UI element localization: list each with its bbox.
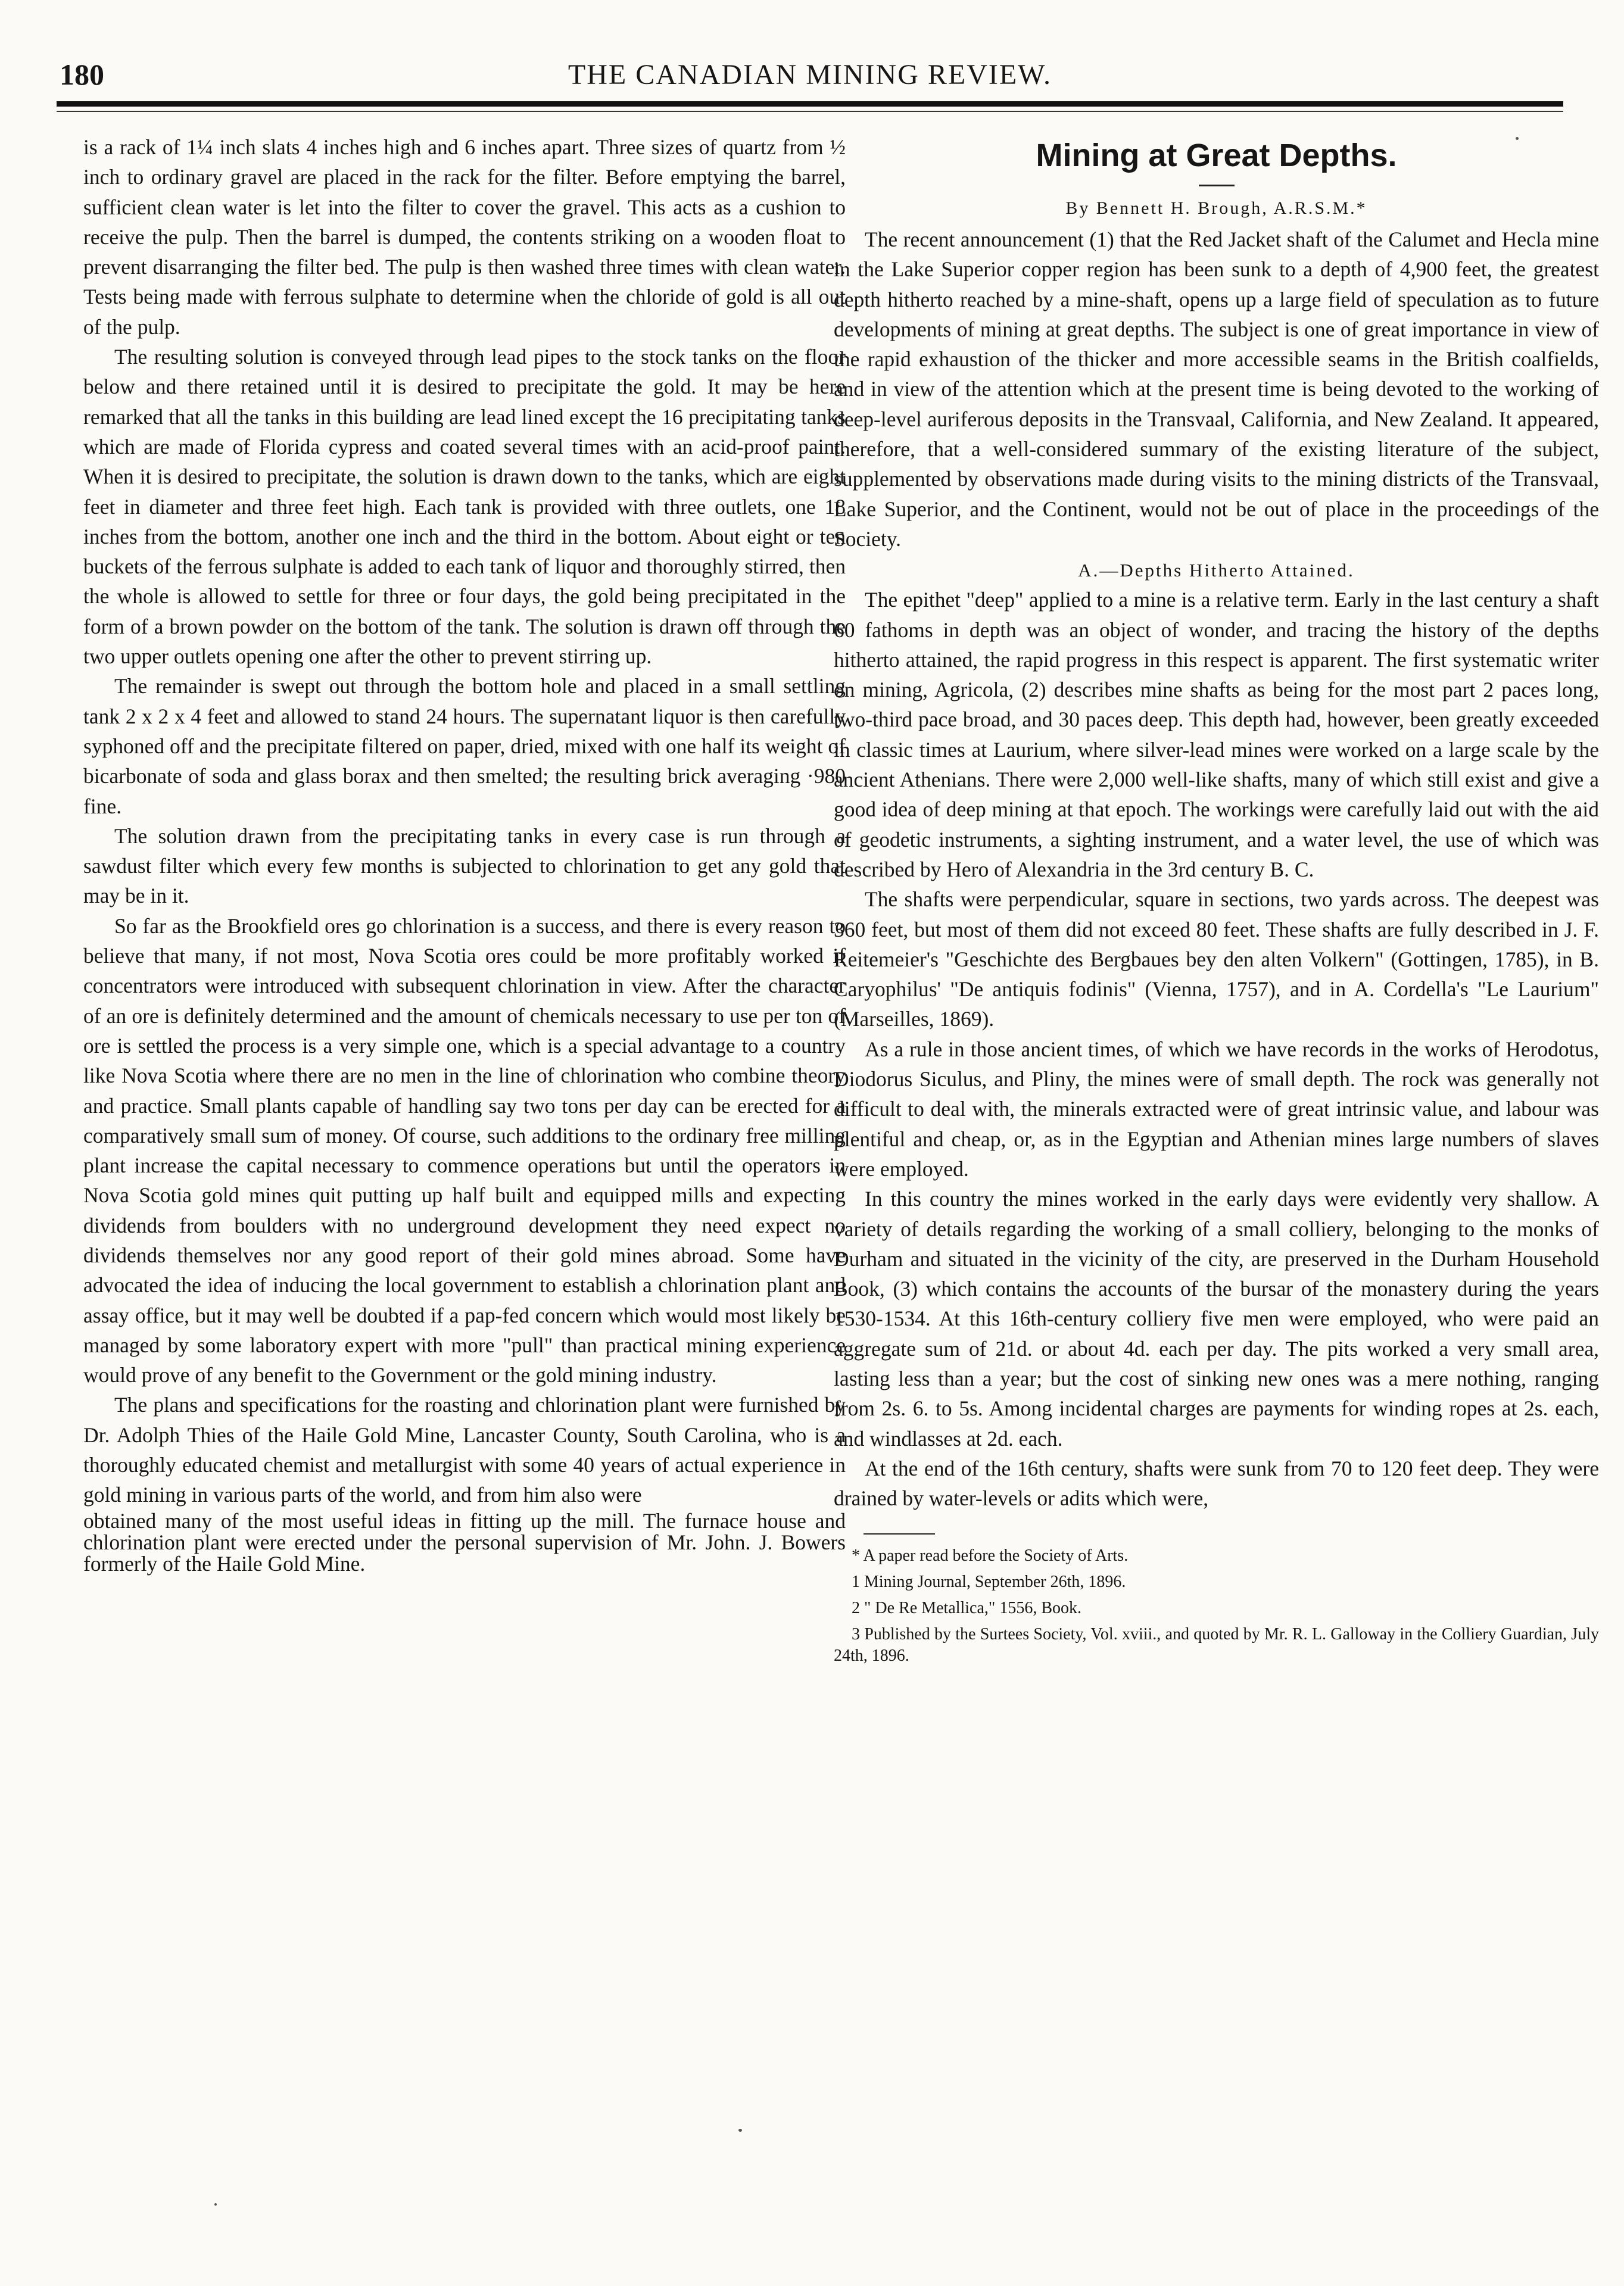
- paragraph: The solution drawn from the precipitating tanks in every case is run through a sawdust filter which every few months is subjected to chlorination to get any gold that may be in it.: [83, 824, 846, 908]
- paragraph-continued: obtained many of the most useful ideas in fitting up the mill. The furnace house and chlorination plant were erected under the personal supervision of Mr. John. J. Bowers formerly of the Haile Gold Mine.: [83, 1508, 846, 1576]
- header-rule: [57, 101, 1563, 107]
- paragraph: The shafts were perpendicular, square in sections, two yards across. The deepest was 360 feet, but most of them did not exceed 80 feet. These shafts are fully described in J. F. Reitemeier's "Geschichte des Bergbaues bey den alten Volkern" (Gottingen, 1785), in B. Caryophilus' "De antiquis fodinis" (Vienna, 1757), and in A. Cordella's "Le Laurium" (Marseilles, 1869).: [834, 887, 1599, 1031]
- footnote: 2 " De Re Metallica," 1556, Book.: [852, 1599, 1082, 1618]
- paper-speck: [1516, 137, 1519, 140]
- paragraph: So far as the Brookfield ores go chlorination is a success, and there is every reason to believe that many, if not most, Nova Scotia ores could be more profitably worked if concentrators were introduced with subsequent chlorination in view. After the character of an ore is definitely determined and the amount of chemicals necessary to use per ton of ore is settled the process is a very simple one, which is a special advantage to a country like Nova Scotia where there are no men in the line of chlorination who combine theory and practice. Small plants capable of handling say two tons per day can be erected for a comparatively small sum of money. Of course, such additions to the ordinary free milling plant increase the capital necessary to commence operations but until the operators in Nova Scotia gold mines quit putting up half built and equipped mills and expecting dividends from boulders with no underground development they need expect no dividends themselves nor any good report of their gold mines abroad. Some have advocated the idea of inducing the local government to establish a chlorination plant and assay office, but it may well be doubted if a pap-fed concern which would most likely be managed by some laboratory expert with more "pull" than practical mining experience would prove of any benefit to the Government or the gold mining industry.: [83, 913, 846, 1387]
- paragraph: The remainder is swept out through the bottom hole and placed in a small settling tank 2 x 2 x 4 feet and allowed to stand 24 hours. The supernatant liquor is then carefully syphoned off and the precipitate filtered on paper, dried, mixed with one half its weight of bicarbonate of soda and glass borax and then smelted; the resulting brick averaging ·980 fine.: [83, 674, 846, 818]
- header-rule-thin: [57, 111, 1563, 112]
- paragraph: is a rack of 1¼ inch slats 4 inches high and 6 inches apart. Three sizes of quartz from ½ inch to ordinary gravel are placed in the rack for the filter. Before emptying the barrel, sufficient clean water is let into the filter to cover the gravel. This acts as a cushion to receive the pulp. Then the barrel is dumped, the contents striking on a wooden float to prevent disarranging the filter bed. The pulp is then washed three times with clean water. Tests being made with ferrous sulphate to determine when the chloride of gold is all out of the pulp.: [83, 135, 846, 339]
- running-title: THE CANADIAN MINING REVIEW.: [568, 59, 1052, 91]
- footnotes: [834, 1545, 1599, 1667]
- paragraph: In this country the mines worked in the early days were evidently very shallow. A variety of details regarding the working of a small colliery, belonging to the monks of Durham and situated in the vicinity of the city, are preserved in the Durham Household Book, (3) which contains the accounts of the bursar of the monastery during the years 1530-1534. At this 16th-century colliery five men were employed, who were paid an aggregate sum of 21d. or about 4d. each per day. The pits worked a very small area, lasting less than a year; but the cost of sinking new ones was a mere nothing, ranging from 2s. 6. to 5s. Among incidental charges are payments for winding ropes at 2s. each, and windlasses at 2d. each.: [834, 1187, 1599, 1451]
- page-number: 180: [60, 58, 104, 91]
- footnote: 3 Published by the Surtees Society, Vol. xviii., and quoted by Mr. R. L. Galloway in the Colliery Guardian, July 24th, 1896.: [834, 1625, 1599, 1666]
- right-column: [834, 132, 1599, 1671]
- paragraph: The epithet "deep" applied to a mine is a relative term. Early in the last century a shaft 60 fathoms in depth was an object of wonder, and tracing the history of the depths hitherto attained, the rapid progress in this respect is apparent. The first systematic writer on mining, Agricola, (2) describes mine shafts as being for the most part 2 paces long, two-third pace broad, and 30 paces deep. This depth had, however, been greatly exceeded in classic times at Laurium, where silver-lead mines were worked on a large scale by the ancient Athenians. There were 2,000 well-like shafts, many of which still exist and give a good idea of deep mining at that epoch. The workings were carefully laid out with the aid of geodetic instruments, a sighting instrument, and a water level, the use of which was described by Hero of Alexandria in the 3rd century B. C.: [834, 588, 1599, 881]
- footnote: * A paper read before the Society of Arts.: [852, 1546, 1129, 1565]
- paragraph: The resulting solution is conveyed through lead pipes to the stock tanks on the floor below and there retained until it is desired to precipitate the gold. It may be here remarked that all the tanks in this building are lead lined except the 16 precipitating tanks which are made of Florida cypress and coated several times with an acid-proof paint. When it is desired to precipitate, the solution is drawn down to the tanks, which are eight feet in diameter and three feet high. Each tank is provided with three outlets, one 18 inches from the bottom, another one inch and the third in the bottom. About eight or ten buckets of the ferrous sulphate is added to each tank of liquor and thoroughly stirred, then the whole is allowed to settle for three or four days, the gold being precipitated in the form of a brown powder on the bottom of the tank. The solution is drawn off through the two upper outlets opening one after the other to prevent stirring up.: [83, 345, 846, 669]
- footnote: 1 Mining Journal, September 26th, 1896.: [852, 1573, 1126, 1592]
- paragraph: As a rule in those ancient times, of which we have records in the works of Herodotus, Diodorus Siculus, and Pliny, the mines were of small depth. The rock was generally not difficult to deal with, the minerals extracted were of great intrinsic value, and labour was plentiful and cheap, or, as in the Egyptian and Athenian mines large numbers of slaves were employed.: [834, 1037, 1599, 1181]
- byline: By Bennett H. Brough, A.R.S.M.*: [1065, 198, 1367, 218]
- paper-speck: [214, 2203, 217, 2206]
- intro-paragraph: The recent announcement (1) that the Red Jacket shaft of the Calumet and Hecla mine in the Lake Superior copper region has been sunk to a depth of 4,900 feet, the greatest depth hitherto reached by a mine-shaft, opens up a large field of speculation as to future developments of mining at great depths. The subject is one of great importance in view of the rapid exhaustion of the thicker and more accessible seams in the British coalfields, and in view of the attention which at the present time is being devoted to the working of deep-level auriferous deposits in the Transvaal, California, and New Zealand. It appeared, therefore, that a well-considered summary of the existing literature of the subject, supplemented by observations made during visits to the mining districts of the Transvaal, Lake Superior, and the Continent, would not be out of place in the proceedings of the Society.: [834, 227, 1599, 551]
- footnote-rule: [864, 1533, 935, 1535]
- title-rule: [1199, 185, 1235, 186]
- paper-speck: [738, 2129, 742, 2132]
- page-header: [60, 52, 1560, 100]
- paragraph: At the end of the 16th century, shafts were sunk from 70 to 120 feet deep. They were drained by water-levels or adits which were,: [834, 1456, 1599, 1511]
- section-heading: A.—Depths Hitherto Attained.: [1078, 560, 1355, 581]
- left-column: [83, 132, 846, 1574]
- article-title: Mining at Great Depths.: [1036, 138, 1397, 173]
- paragraph: The plans and specifications for the roasting and chlorination plant were furnished by Dr. Adolph Thies of the Haile Gold Mine, Lancaster County, South Carolina, who is a thoroughly educated chemist and metallurgist with some 40 years of actual experience in gold mining in various parts of the world, and from him also were: [83, 1393, 846, 1507]
